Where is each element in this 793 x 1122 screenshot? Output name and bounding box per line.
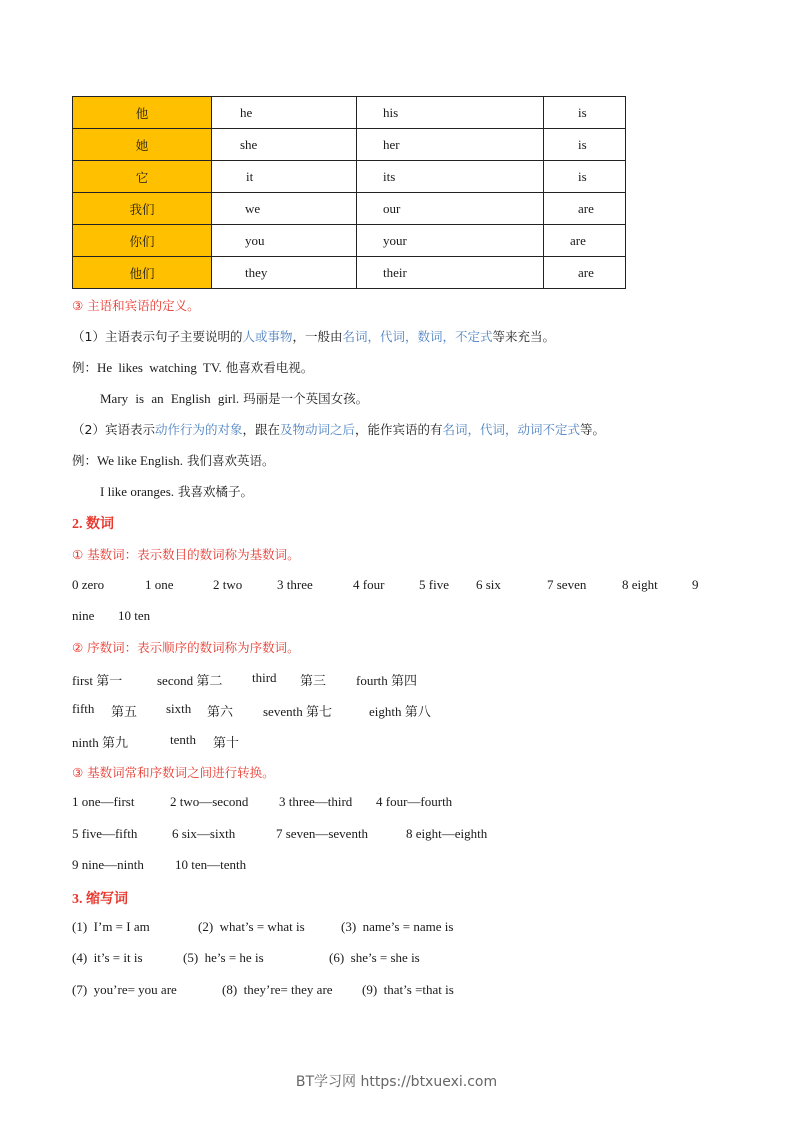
contraction-text: (6) she’s = she is: [329, 950, 420, 965]
conversion-item: 5 five—fifth: [72, 826, 138, 841]
ordinal-item: fourth 第四: [356, 673, 418, 688]
table-cell-possessive: its: [357, 161, 544, 193]
table-row: [73, 225, 626, 257]
conversion-item: 4 four—fourth: [376, 794, 453, 809]
ordinal-item: tenth: [170, 732, 196, 747]
conversion-item: 9 nine—ninth: [72, 857, 144, 872]
contraction-item: [198, 919, 305, 935]
ordinal-item: sixth: [166, 701, 192, 716]
ordinal-item: second 第二: [157, 673, 223, 688]
table-cell-subject: you: [212, 225, 357, 257]
table-cell-subject: he: [212, 97, 357, 129]
ordinal-item: eighth 第八: [369, 704, 431, 719]
object-definition: [72, 420, 605, 438]
contraction-item: [222, 982, 333, 998]
contraction-item: [362, 982, 454, 998]
contraction-text: (2) what’s = what is: [198, 919, 305, 934]
example-chinese: 我喜欢橘子。: [174, 484, 253, 499]
example-english: We like English.: [97, 453, 183, 468]
table-cell-verb: are: [544, 225, 626, 257]
example-chinese: 他喜欢看电视。: [221, 360, 314, 375]
table-cell-verb: is: [544, 161, 626, 193]
table-cell-possessive: their: [357, 257, 544, 289]
text: 等。: [580, 422, 606, 437]
table-cell-possessive: your: [357, 225, 544, 257]
cardinal-item: 9: [692, 577, 699, 592]
table-cell-verb: is: [544, 97, 626, 129]
table-cell-verb: is: [544, 129, 626, 161]
table-cell-chinese: 它: [73, 161, 212, 193]
subject-definition: [72, 327, 555, 345]
text: ，能作宾语的有: [355, 422, 443, 437]
cardinal-title: ① 基数词：表示数目的数词称为基数词。: [72, 547, 300, 562]
conversion-item: 3 three—third: [279, 794, 353, 809]
table-cell-subject: it: [212, 161, 357, 193]
example-chinese: 玛丽是一个英国女孩。: [239, 391, 369, 406]
cardinal-item: 5 five: [419, 577, 449, 592]
example-3: [72, 451, 274, 469]
example-english: He likes watching TV.: [97, 360, 222, 375]
ordinal-item: ninth 第九: [72, 735, 128, 750]
contraction-item: [341, 919, 453, 935]
contraction-text: (3) name’s = name is: [341, 919, 454, 934]
ordinal-item: first 第一: [72, 673, 123, 688]
highlight: 人或事物: [242, 329, 293, 344]
table-cell-chinese: 你们: [73, 225, 212, 257]
ordinal-item: 第三: [300, 673, 327, 688]
cardinal-item: 1 one: [145, 577, 174, 592]
table-cell-possessive: our: [357, 193, 544, 225]
example-label: 例：: [72, 360, 98, 375]
text: ，跟在: [242, 422, 280, 437]
cardinal-item: 6 six: [476, 577, 501, 592]
table-cell-subject: we: [212, 193, 357, 225]
cardinal-item: 3 three: [277, 577, 313, 592]
ordinal-item: seventh 第七: [263, 704, 332, 719]
highlight: 名词，代词，数词，不定式: [342, 329, 493, 344]
conversion-item: 1 one—first: [72, 794, 135, 809]
table-cell-chinese: 她: [73, 129, 212, 161]
text: ，一般由: [292, 329, 343, 344]
pronoun-table: [72, 96, 626, 289]
example-4: [100, 482, 253, 500]
example-2: [100, 389, 368, 407]
conversion-item: 2 two—second: [170, 794, 249, 809]
highlight: 及物动词之后: [280, 422, 356, 437]
table-row: [73, 161, 626, 193]
conversion-item: 10 ten—tenth: [175, 857, 247, 872]
contraction-text: (5) he’s = he is: [183, 950, 264, 965]
cardinal-item: 4 four: [353, 577, 385, 592]
cardinal-item: 10 ten: [118, 608, 151, 623]
contraction-item: [72, 950, 143, 966]
contraction-text: (9) that’s =that is: [362, 982, 454, 997]
ordinal-item: fifth: [72, 701, 95, 716]
table-cell-chinese: 他们: [73, 257, 212, 289]
cardinal-item: nine: [72, 608, 95, 623]
example-english: Mary is an English girl.: [100, 391, 240, 406]
highlight: 名词，代词，动词不定式: [442, 422, 581, 437]
table-cell-possessive: his: [357, 97, 544, 129]
table-cell-possessive: her: [357, 129, 544, 161]
table-cell-verb: are: [544, 257, 626, 289]
cardinal-item: 2 two: [213, 577, 243, 592]
table-cell-chinese: 我们: [73, 193, 212, 225]
contraction-text: (4) it’s = it is: [72, 950, 143, 965]
contraction-text: (1) I’m = I am: [72, 919, 150, 934]
cardinal-item: 0 zero: [72, 577, 105, 592]
table-cell-subject: they: [212, 257, 357, 289]
cardinal-item: 8 eight: [622, 577, 658, 592]
text: 等来充当。: [492, 329, 556, 344]
text: （1）主语表示句子主要说明的: [72, 329, 243, 344]
conversion-item: 8 eight—eighth: [406, 826, 488, 841]
convert-title: ③ 基数词常和序数词之间进行转换。: [72, 765, 275, 780]
contractions-heading: 3. 缩写词: [72, 892, 128, 907]
highlight: 动作行为的对象: [154, 422, 243, 437]
table-cell-subject: she: [212, 129, 357, 161]
table-row: [73, 193, 626, 225]
ordinal-title: ② 序数词：表示顺序的数词称为序数词。: [72, 640, 300, 655]
table-row: [73, 129, 626, 161]
contraction-text: (8) they’re= they are: [222, 982, 333, 997]
subject-object-title: ③ 主语和宾语的定义。: [72, 298, 200, 313]
example-english: I like oranges.: [100, 484, 175, 499]
contraction-item: [183, 950, 264, 966]
contraction-item: [72, 982, 177, 998]
ordinal-item: 第六: [207, 704, 234, 719]
contraction-item: [72, 919, 150, 935]
example-1: [72, 358, 313, 376]
contraction-text: (7) you’re= you are: [72, 982, 177, 997]
cardinal-item: 7 seven: [547, 577, 587, 592]
table-row: [73, 257, 626, 289]
page-footer-watermark: BT学习网 https://btxuexi.com: [295, 1074, 498, 1090]
numerals-heading: 2. 数词: [72, 517, 114, 532]
contraction-item: [329, 950, 420, 966]
ordinal-item: 第五: [111, 704, 138, 719]
conversion-item: 6 six—sixth: [172, 826, 236, 841]
table-cell-verb: are: [544, 193, 626, 225]
text: （2）宾语表示: [72, 422, 155, 437]
example-label: 例：: [72, 453, 98, 468]
table-cell-chinese: 他: [73, 97, 212, 129]
ordinal-item: third: [252, 670, 277, 685]
table-row: [73, 97, 626, 129]
example-chinese: 我们喜欢英语。: [182, 453, 275, 468]
ordinal-item: 第十: [213, 735, 240, 750]
conversion-item: 7 seven—seventh: [276, 826, 369, 841]
